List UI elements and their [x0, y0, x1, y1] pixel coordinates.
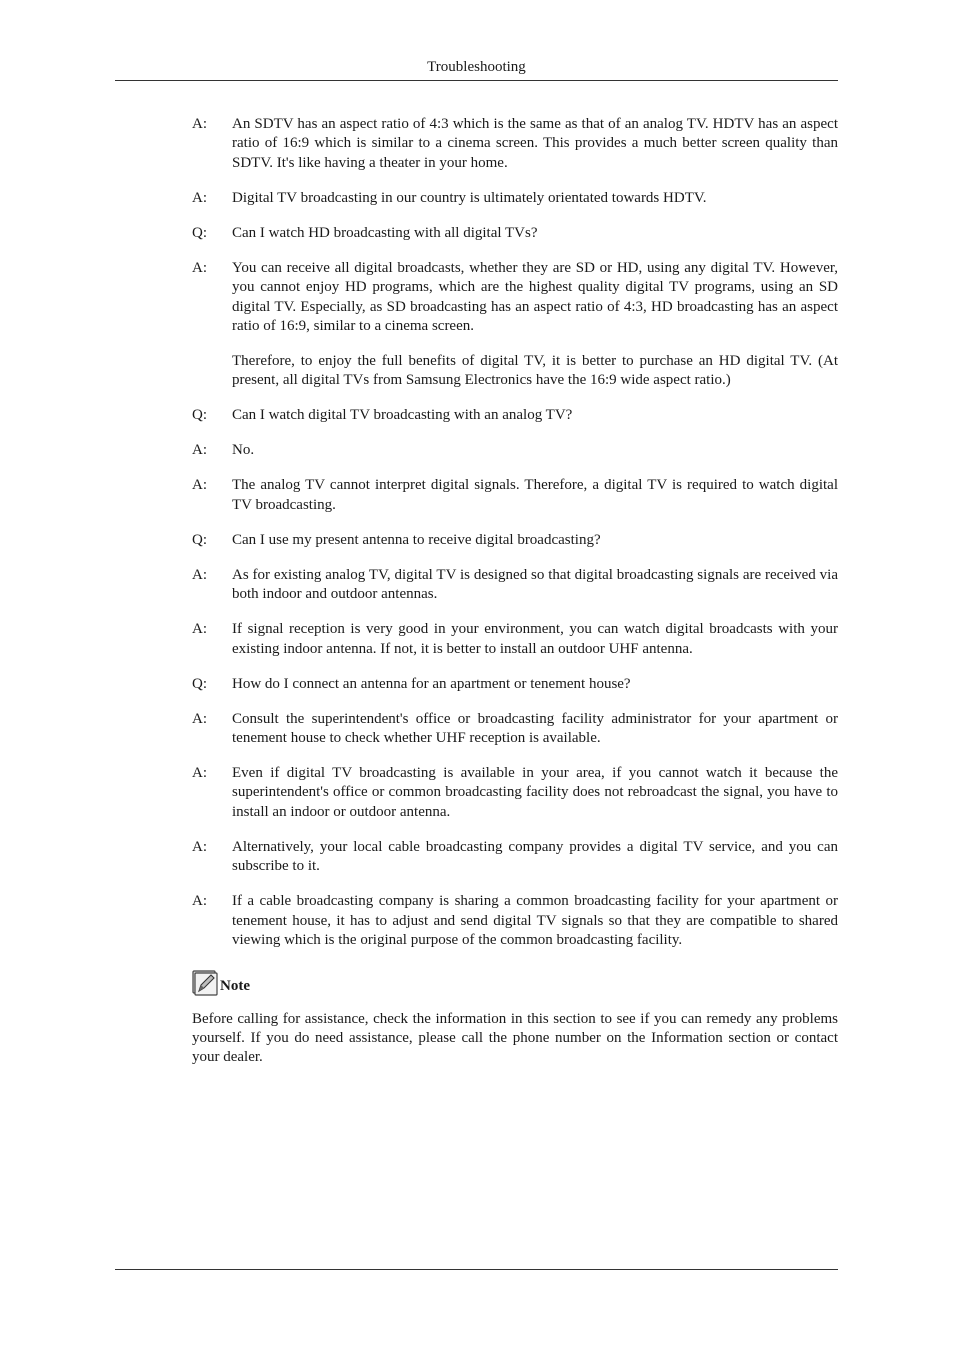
page-content — [192, 115, 838, 1068]
item-prefix: A: — [192, 838, 207, 855]
item-prefix: A: — [192, 710, 207, 727]
question-item — [192, 224, 838, 243]
item-text: The analog TV cannot interpret digital signals. Therefore, a digital TV is required to watch digital TV broadcasting. — [232, 477, 838, 513]
note-label: Note — [220, 977, 250, 994]
question-item — [192, 675, 838, 694]
question-item — [192, 531, 838, 550]
item-prefix: A: — [192, 477, 207, 494]
item-text: Can I watch digital TV broadcasting with an analog TV? — [232, 407, 573, 424]
answer-item — [192, 441, 838, 460]
answer-item — [192, 476, 838, 515]
question-item — [192, 406, 838, 425]
answer-item — [192, 259, 838, 337]
answer-item — [192, 764, 838, 822]
item-text: If signal reception is very good in your environment, you can watch digital broadcasts with your existing indoor antenna. If not, it is better to install an outdoor UHF antenna. — [232, 621, 838, 657]
item-text: Can I use my present antenna to receive digital broadcasting? — [232, 531, 601, 548]
answer-item — [192, 620, 838, 659]
item-prefix: A: — [192, 893, 207, 910]
item-prefix: A: — [192, 259, 207, 276]
item-text: Alternatively, your local cable broadcasting company provides a digital TV service, and you can subscribe to it. — [232, 838, 838, 875]
answer-item — [192, 710, 838, 749]
item-prefix: A: — [192, 566, 207, 583]
item-prefix: Q: — [192, 224, 207, 241]
answer-item — [192, 838, 838, 877]
item-prefix: Q: — [192, 531, 207, 548]
note-body: Before calling for assistance, check the information in this section to see if you can remedy any problems yourself. If you do need assistance, please call the phone number on the Information section or contact your dealer. — [192, 1010, 838, 1066]
item-prefix: A: — [192, 621, 207, 638]
item-text: You can receive all digital broadcasts, whether they are SD or HD, using any digital TV. However, you cannot enjoy HD programs, which are the highest quality digital TV programs, using an SD digital TV. Especially, as SD broadcasting has an aspect ratio of 4:3, HD broadcasting has an aspect ratio of 16:9, similar to a cinema screen. — [232, 259, 838, 335]
item-text: Consult the superintendent's office or broadcasting facility administrator for your apartment or tenement house to check whether UHF reception is available. — [232, 710, 838, 747]
answer-item — [192, 115, 838, 173]
item-prefix: A: — [192, 189, 207, 206]
note-pencil-icon — [192, 970, 218, 996]
item-prefix: A: — [192, 442, 207, 459]
item-text: As for existing analog TV, digital TV is designed so that digital broadcasting signals are received via both indoor and outdoor antennas. — [232, 566, 838, 603]
answer-item — [192, 892, 838, 950]
item-prefix: Q: — [192, 407, 207, 424]
item-prefix: Q: — [192, 675, 207, 692]
item-text: How do I connect an antenna for an apartment or tenement house? — [232, 675, 631, 692]
item-text: Can I watch HD broadcasting with all digital TVs? — [232, 224, 538, 241]
header-rule — [115, 80, 838, 81]
item-prefix: A: — [192, 116, 207, 132]
header-title: Troubleshooting — [427, 59, 526, 75]
answer-item — [192, 566, 838, 605]
footer-rule — [115, 1269, 838, 1270]
item-text: An SDTV has an aspect ratio of 4:3 which is the same as that of an analog TV. HDTV has an aspect ratio of 16:9 which is similar to a cinema screen. This provides a much better screen quality than SDTV. It's like having a theater in your home. — [232, 116, 838, 171]
item-text: No. — [232, 442, 255, 459]
answer-continuation: Therefore, to enjoy the full benefits of digital TV, it is better to purchase an HD digital TV. (At present, all digital TVs from Samsung Electronics have the 16:9 wide aspect ratio.) — [232, 353, 838, 389]
item-prefix: A: — [192, 765, 207, 782]
answer-item — [192, 189, 838, 208]
note-heading — [192, 968, 838, 996]
item-text: Digital TV broadcasting in our country is ultimately orientated towards HDTV. — [232, 189, 707, 206]
qa-list — [192, 115, 838, 951]
item-text: Even if digital TV broadcasting is available in your area, if you cannot watch it because the superintendent's office or common broadcasting facility does not rebroadcast the signal, you have to install an indoor or outdoor antenna. — [232, 765, 838, 820]
item-text: If a cable broadcasting company is sharing a common broadcasting facility for your apartment or tenement house, it has to adjust and send digital TV signals so that they are compatible to shared viewing which is the original purpose of the common broadcasting facility. — [232, 893, 838, 949]
